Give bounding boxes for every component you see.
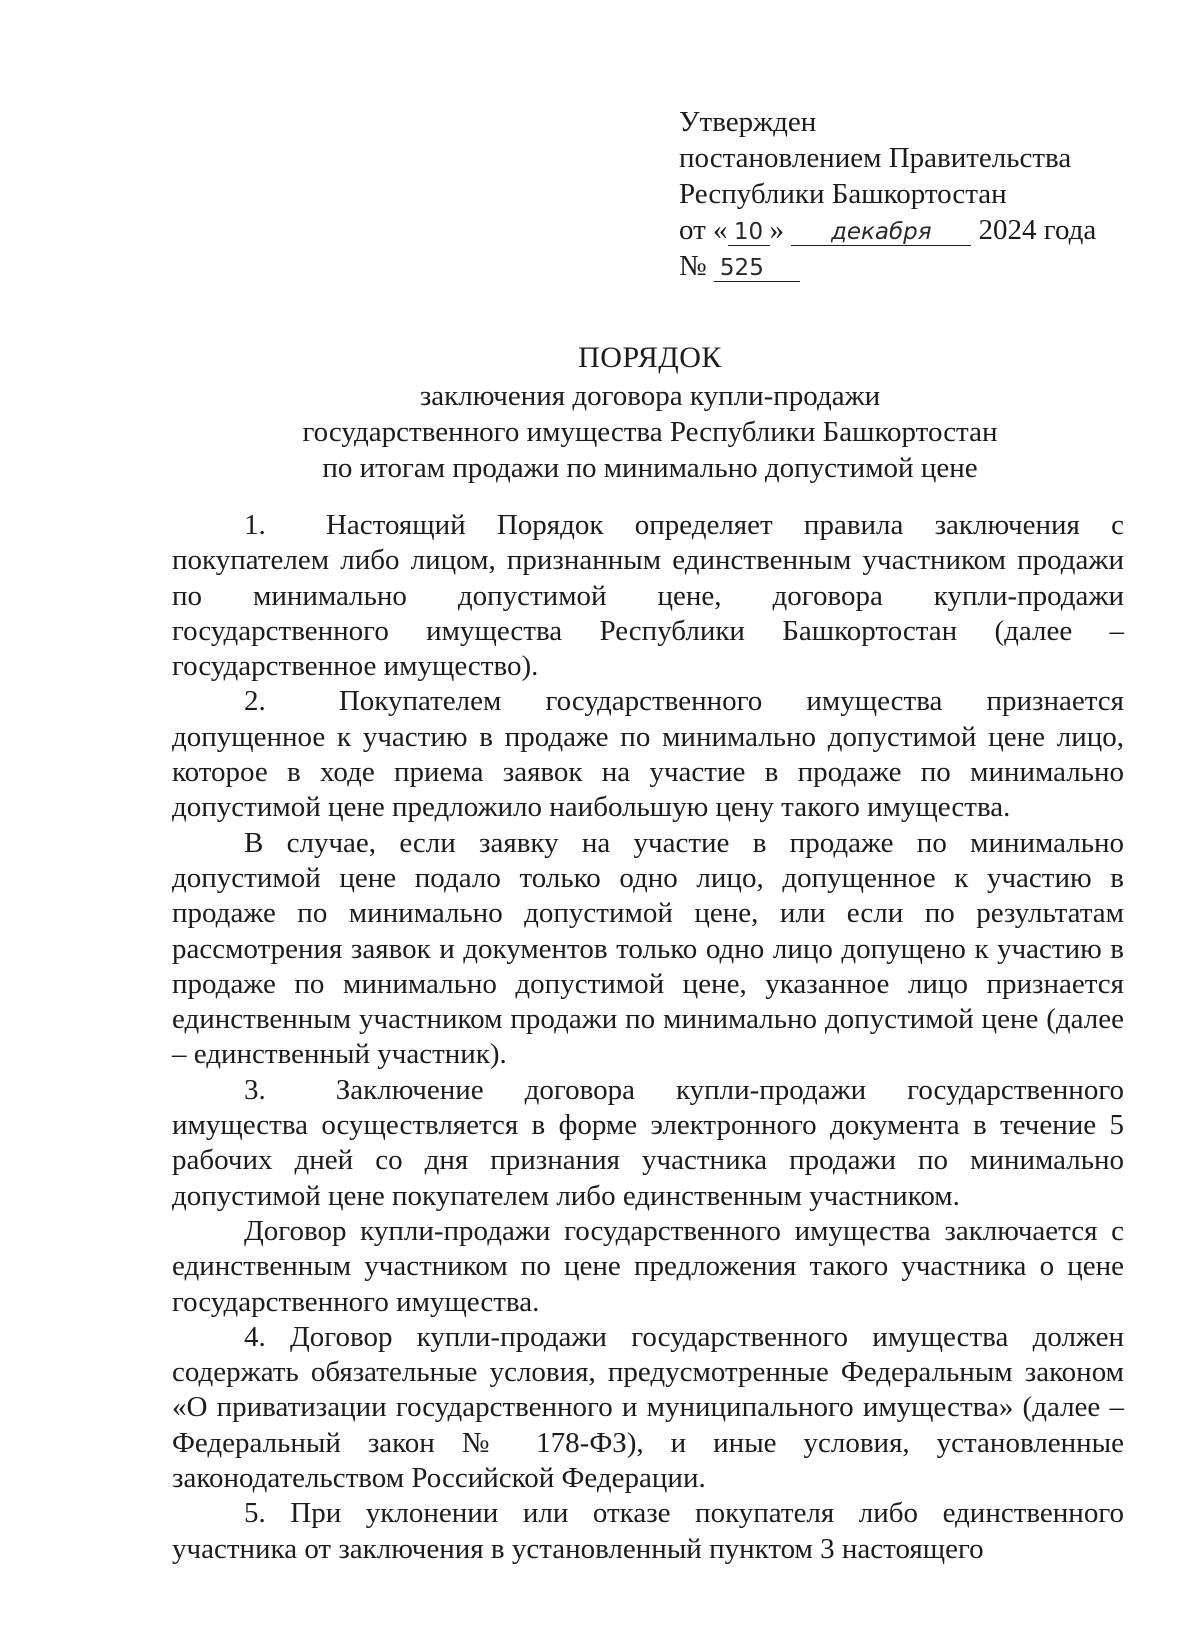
paragraph-2-continued: В случае, если заявку на участие в продаже по минимально допустимой цене подало только одно лицо, допущенное к участию в продаже по минимально допустимой цене, или если по результатам рассмотрения заявок и документов только одно лицо допущено к участию в продаже по минимально допустимой цене, указанное лицо признается единственным участником продажи по минимально допустимой цене (далее – единственный участник).: [172, 826, 1124, 1071]
date-suffix: 2024 года: [978, 214, 1097, 246]
document-heading: [170, 340, 1130, 486]
heading-line-3: по итогам продажи по минимально допустимой цене: [322, 452, 978, 484]
paragraph-3: 3. Заключение договора купли-продажи государственного имущества осуществляется в форме электронного документа в течение 5 рабочих дней со дня признания участника продажи по минимально допустимой цене покупателем либо единственным участником.: [172, 1073, 1124, 1212]
paragraph-5: 5. При уклонении или отказе покупателя либо единственного участника от заключения в установленный пунктом 3 настоящего: [172, 1497, 1124, 1565]
paragraph-1: 1. Настоящий Порядок определяет правила заключения с покупателем либо лицом, признанным единственным участником продажи по минимально допустимой цене, договора купли-продажи государственного имущества Республики Башкортостан (далее – государственное имущество).: [172, 509, 1124, 683]
number-value: 525: [714, 255, 800, 282]
date-month: декабря: [791, 219, 971, 246]
approval-line-3: Республики Башкортостан: [679, 178, 1007, 210]
paragraph-2: 2. Покупателем государственного имущества признается допущенное к участию в продаже по минимально допустимой цене лицо, которое в ходе приема заявок на участие в продаже по минимально допустимой цене предложило наибольшую цену такого имущества.: [172, 685, 1124, 824]
document-title: ПОРЯДОК: [578, 341, 722, 374]
heading-line-2: государственного имущества Республики Башкортостан: [302, 416, 998, 448]
paragraph-4: 4. Договор купли-продажи государственного имущества должен содержать обязательные условия, предусмотренные Федеральным законом «О приватизации государственного и муниципального имущества» (далее – Федеральный закон № 178-ФЗ), и иные условия, установленные законодательством Российской Федерации.: [172, 1320, 1124, 1495]
heading-line-1: заключения договора купли-продажи: [419, 380, 881, 412]
approval-line-1: Утвержден: [679, 106, 817, 138]
document-body: [172, 508, 1124, 1567]
approval-number-line: [679, 248, 1179, 284]
approval-line-2: постановлением Правительства: [679, 142, 1072, 174]
date-mid: »: [769, 214, 785, 246]
approval-stamp: [679, 104, 1179, 284]
date-prefix: от «: [679, 214, 728, 246]
date-day: 10: [728, 219, 770, 246]
approval-date-line: [679, 212, 1179, 248]
number-prefix: №: [679, 250, 707, 282]
paragraph-3-continued: Договор купли-продажи государственного имущества заключается с единственным участником по цене предложения такого участника о цене государственного имущества.: [172, 1214, 1124, 1318]
